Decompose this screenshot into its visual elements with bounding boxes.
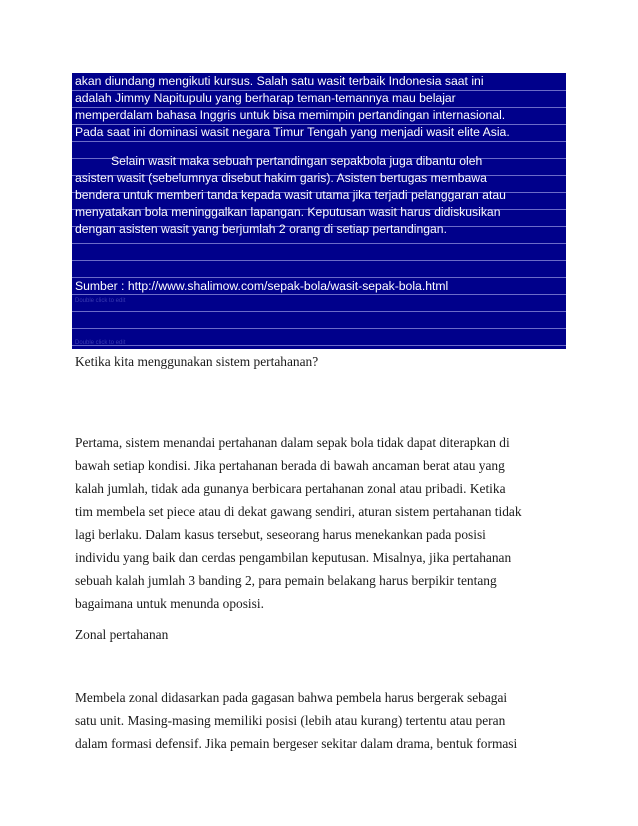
double-click-hint[interactable]: Double click to edit <box>75 298 126 304</box>
highlighted-text-block <box>72 73 566 349</box>
section-heading: Zonal pertahanan <box>75 627 169 642</box>
paragraph-line: bawah setiap kondisi. Jika pertahanan berada di bawah ancaman berat atau yang <box>75 458 505 473</box>
paragraph-line: dalam formasi defensif. Jika pemain bergeser sekitar dalam drama, bentuk formasi <box>75 736 518 751</box>
paragraph-line: Membela zonal didasarkan pada gagasan bahwa pembela harus bergerak sebagai <box>75 690 508 705</box>
paragraph-line: individu yang baik dan cerdas pengambilan keputusan. Misalnya, jika pertahanan <box>75 550 512 565</box>
question-text: Ketika kita menggunakan sistem pertahanan? <box>75 354 319 369</box>
block-line: memperdalam bahasa Inggris untuk bisa memimpin pertandingan internasional. <box>75 108 506 122</box>
paragraph-line: Pertama, sistem menandai pertahanan dalam sepak bola tidak dapat diterapkan di <box>75 435 510 450</box>
source-line: Sumber : http://www.shalimow.com/sepak-bola/wasit-sepak-bola.html <box>75 279 449 293</box>
block-line: Pada saat ini dominasi wasit negara Timur Tengah yang menjadi wasit elite Asia. <box>75 125 510 139</box>
double-click-hint[interactable]: Double click to edit <box>75 340 126 346</box>
paragraph-line: tim membela set piece atau di dekat gawang sendiri, aturan sistem pertahanan tidak <box>75 504 522 519</box>
block-line: dengan asisten wasit yang berjumlah 2 orang di setiap pertandingan. <box>75 222 447 236</box>
paragraph-line: bagaimana untuk menunda oposisi. <box>75 596 264 611</box>
block-line: bendera untuk memberi tanda kepada wasit utama jika terjadi pelanggaran atau <box>75 188 506 202</box>
block-line: asisten wasit (sebelumnya disebut hakim garis). Asisten bertugas membawa <box>75 171 487 185</box>
paragraph-line: sebuah kalah jumlah 3 banding 2, para pemain belakang harus berpikir tentang <box>75 573 497 588</box>
block-line: menyatakan bola meninggalkan lapangan. Keputusan wasit harus didiskusikan <box>75 205 501 219</box>
paragraph-line: kalah jumlah, tidak ada gunanya berbicara pertahanan zonal atau pribadi. Ketika <box>75 481 506 496</box>
block-line: Selain wasit maka sebuah pertandingan sepakbola juga dibantu oleh <box>111 154 483 168</box>
block-line: akan diundang mengikuti kursus. Salah satu wasit terbaik Indonesia saat ini <box>75 74 484 88</box>
block-line: adalah Jimmy Napitupulu yang berharap teman-temannya mau belajar <box>75 91 456 105</box>
paragraph-line: satu unit. Masing-masing memiliki posisi (lebih atau kurang) tertentu atau peran <box>75 713 506 728</box>
paragraph-line: lagi berlaku. Dalam kasus tersebut, seseorang harus menekankan pada posisi <box>75 527 486 542</box>
